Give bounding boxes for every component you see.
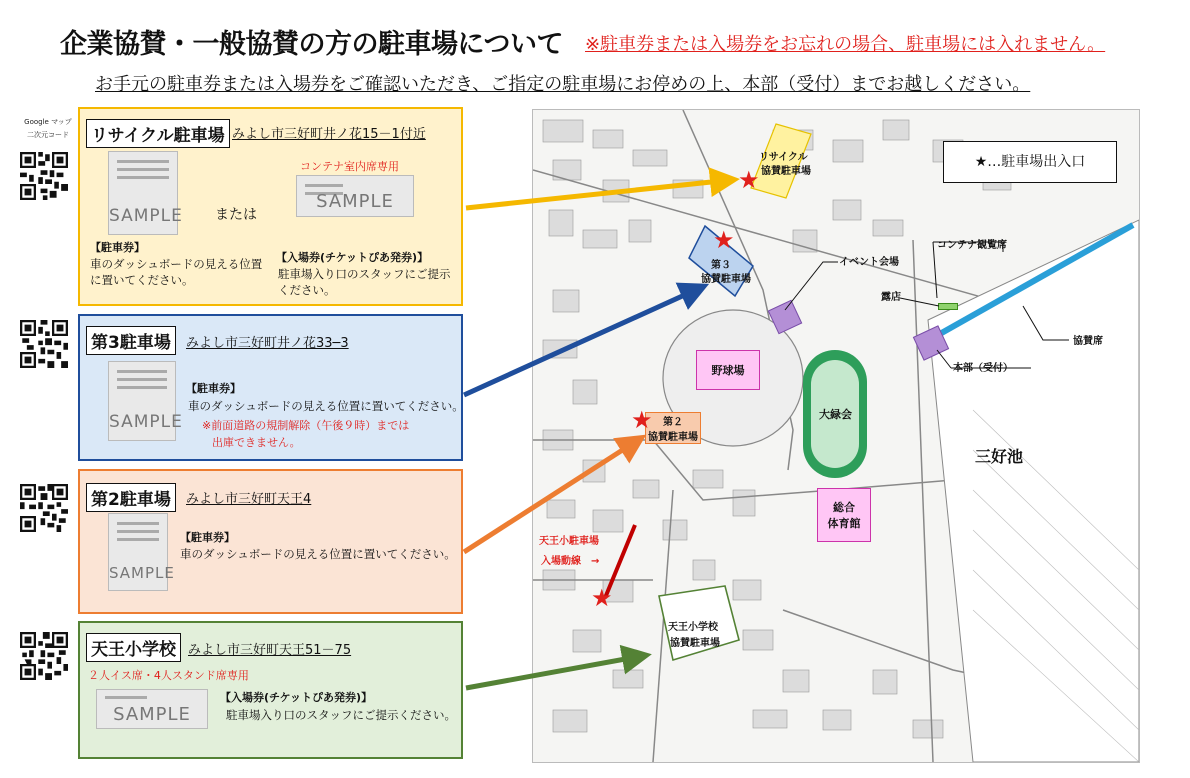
lot2-arrow <box>464 440 638 552</box>
exit-notice-line1: ※前面道路の規制解除（午後９時）までは <box>202 419 410 432</box>
or-text: または <box>215 207 257 223</box>
event-venue-label: イベント会場 <box>839 257 899 268</box>
recycle-lot-label2: 協賛駐車場 <box>761 166 811 177</box>
page-title: 企業協賛・一般協賛の方の駐車場について <box>60 29 563 60</box>
parking-ticket-heading: 【駐車券】 <box>90 241 145 254</box>
card-address: みよし市三好町天王4 <box>186 492 312 507</box>
card-title: リサイクル駐車場 <box>86 119 230 148</box>
parking-ticket-text: 車のダッシュボードの見える位置に置いてください。 <box>180 547 456 561</box>
parking-ticket-image: SAMPLE <box>108 513 168 591</box>
parking-ticket-text: 車のダッシュボードの見える位置に置いてください。 <box>188 399 464 413</box>
tenno-entrance-star-icon: ★ <box>591 584 613 612</box>
card-title: 第3駐車場 <box>86 326 176 355</box>
card-title: 天王小学校 <box>86 633 181 662</box>
lot2-entrance-star-icon: ★ <box>631 406 653 434</box>
card-address: みよし市三好町天王51－75 <box>188 643 352 658</box>
parking-ticket-heading: 【駐車券】 <box>180 531 235 544</box>
seat-note: ２人イス席・4人スタンド席専用 <box>88 669 249 682</box>
card-title: 第2駐車場 <box>86 483 176 512</box>
card-address: みよし市三好町井ノ花15－1付近 <box>232 127 426 142</box>
recycle-lot-label1: リサイクル <box>759 152 808 163</box>
pond-label: 三好池 <box>975 447 1024 466</box>
parking-ticket-heading: 【駐車券】 <box>186 382 241 395</box>
card-address: みよし市三好町井ノ花33─3 <box>186 336 349 351</box>
gym: 総合 体育館 <box>817 488 871 542</box>
hq-label: 本部（受付） <box>953 363 1013 374</box>
page-subtitle: お手元の駐車券または入場券をご確認いただき、ご指定の駐車場にお停めの上、本部（受付）までお越しください。 <box>95 74 1031 95</box>
sponsor-seats-label: 協賛席 <box>1073 336 1103 347</box>
tenno-lot-label2: 協賛駐車場 <box>670 638 720 649</box>
stalls-label: 露店 <box>881 292 901 303</box>
lot2-label2: 協賛駐車場 <box>648 432 698 443</box>
tenno-route-label2: 入場動線 → <box>541 556 600 567</box>
entry-ticket-image: SAMPLE <box>296 175 414 217</box>
lot2-label1: 第２ <box>663 417 683 428</box>
parking-ticket-image: SAMPLE <box>108 361 176 441</box>
lot3-label1: 第３ <box>711 260 731 271</box>
legend-text: ★…駐車場出入口 <box>974 154 1086 170</box>
tenno-lot-label1: 天王小学校 <box>668 622 718 633</box>
lot3-arrow <box>464 288 700 395</box>
green-field-label: 大緑会 <box>819 408 852 421</box>
entry-ticket-text: 駐車場入り口のスタッフにご提示ください。 <box>226 708 456 722</box>
ticket-caption: コンテナ室内席専用 <box>300 160 399 173</box>
baseball-field: 野球場 <box>696 350 760 390</box>
parking-ticket-image: SAMPLE <box>108 151 178 235</box>
entry-ticket-heading: 【入場券(チケットぴあ発券)】 <box>276 251 429 264</box>
container-seats-label: コンテナ観覧席 <box>937 240 1007 251</box>
tenno-arrow <box>466 656 642 688</box>
lot3-label2: 協賛駐車場 <box>701 274 751 285</box>
tenno-route-label1: 天王小駐車場 <box>539 536 599 547</box>
entry-ticket-heading: 【入場券(チケットぴあ発券)】 <box>220 691 373 704</box>
lot3-entrance-star-icon: ★ <box>713 226 735 254</box>
exit-notice-line2: 出庫できません。 <box>212 436 301 449</box>
recycle-arrow <box>466 180 730 208</box>
warning-note: ※駐車券または入場券をお忘れの場合、駐車場には入れません。 <box>585 34 1106 55</box>
qr-label-line1: Google マップ <box>24 118 72 126</box>
parking-ticket-text: 車のダッシュボードの見える位置に置いてください。 <box>90 257 263 287</box>
recycle-entrance-star-icon: ★ <box>738 166 760 194</box>
qr-label-line2: 二次元コード <box>27 131 69 139</box>
entry-ticket-text: 駐車場入り口のスタッフにご提示ください。 <box>278 267 451 297</box>
entry-ticket-image: SAMPLE <box>96 689 208 729</box>
